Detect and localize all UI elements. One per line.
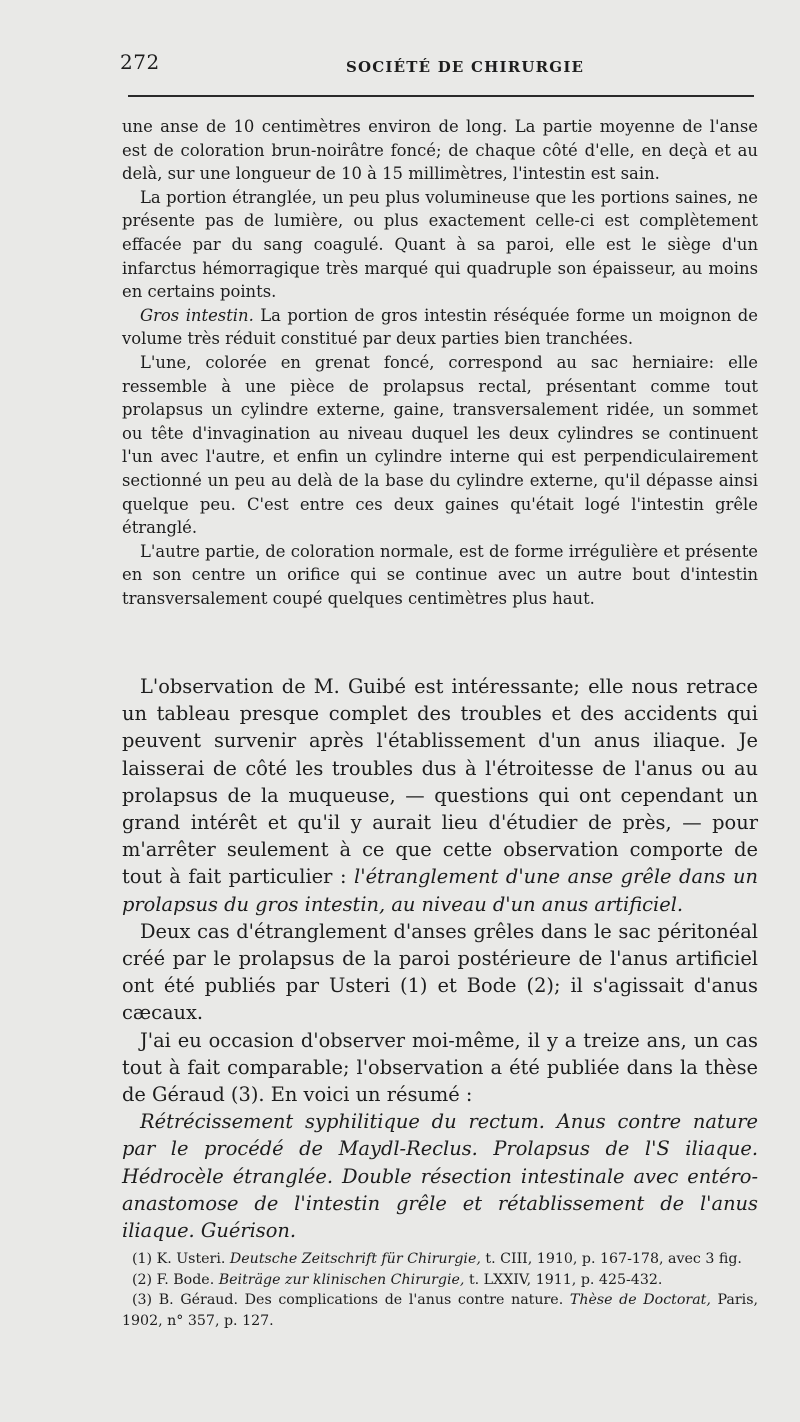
footnote-detail: Paris, 1902, n° 357, p. 127. [122, 1292, 758, 1329]
header-rule [128, 95, 754, 97]
paragraph: L'autre partie, de coloration normale, est de forme irrégulière et présente en son centre un orifice qui se continue avec un autre bout d'intestin transversalement coupé quelques centimètres plus haut. [122, 541, 758, 608]
footnote [122, 1290, 758, 1331]
footnote-title: Beiträge zur klinischen Chirurgie, [218, 1271, 465, 1288]
footnote-ref: (3) B. Géraud. Des complications de l'anus contre nature. [132, 1292, 570, 1308]
page-number: 272 [120, 50, 160, 74]
paragraph: Deux cas d'étranglement d'anses grêles dans le sac péritonéal créé par le prolapsus de la paroi postérieure de l'anus artificiel ont été publiés par Usteri (1) et Bode (2); il s'agissait d'anus cæcaux. [122, 919, 758, 1025]
footnote-detail: t. LXXIV, 1911, p. 425-432. [464, 1271, 663, 1288]
footnote-ref: (2) F. Bode. [132, 1271, 219, 1288]
paragraph [122, 673, 758, 918]
footnote [122, 1270, 758, 1291]
footnote-ref: (1) K. Usteri. [132, 1251, 230, 1267]
footnote [122, 1249, 758, 1270]
paragraph [122, 304, 758, 351]
commentary-text [122, 673, 758, 1244]
paragraph-text: La portion de gros intestin réséquée forme un moignon de volume très réduit constitué par deux parties bien tranchées. [122, 305, 758, 349]
footnotes [122, 1249, 758, 1331]
case-summary: Rétrécissement syphilitique du rectum. Anus contre nature par le procédé de Maydl-Reclus. Prolapsus de l'S iliaque. Hédrocèle étranglée. Double résection intestinale avec entéro-anastomose de l'intestin grêle et rétablissement de l'anus iliaque. Guérison. [122, 1110, 758, 1243]
running-title: SOCIÉTÉ DE CHIRURGIE [346, 58, 585, 76]
footnote-detail: t. CIII, 1910, p. 167-178, avec 3 fig. [480, 1251, 742, 1267]
paragraph: La portion étranglée, un peu plus volumineuse que les portions saines, ne présente pas de lumière, ou plus exactement celle-ci est complètement effacée par du sang coagulé. Quant à sa paroi, elle est le siège d'un infarctus hémorragique très marqué qui quadruple son épaisseur, au moins en certains points. [122, 187, 758, 302]
paragraph: J'ai eu occasion d'observer moi-même, il y a treize ans, un cas tout à fait comparable; l'observation a été publiée dans la thèse de Géraud (3). En voici un résumé : [122, 1028, 758, 1107]
observation-text [122, 115, 758, 610]
italic-phrase: l'étranglement d'une anse grêle dans un prolapsus du gros intestin, au niveau d'un anus artificiel. [122, 865, 758, 916]
paragraph: une anse de 10 centimètres environ de long. La partie moyenne de l'anse est de coloration brun-noirâtre foncé; de chaque côté d'elle, en deçà et au delà, sur une longueur de 10 à 15 millimètres, l'intestin est sain. [122, 117, 758, 184]
paragraph-text: L'observation de M. Guibé est intéressante; elle nous retrace un tableau presque complet des troubles et des accidents qui peuvent survenir après l'établissement d'un anus iliaque. Je laisserai de côté les troubles dus à l'étroitesse de l'anus ou au prolapsus de la muqueuse, — questions qui ont cependant un grand intérêt et qu'il y aurait lieu d'étudier de près, — pour m'arrêter seulement à ce que cette observation comporte de tout à fait particulier : [122, 675, 758, 889]
italic-heading: Gros intestin. [140, 305, 254, 325]
paragraph: L'une, colorée en grenat foncé, correspond au sac herniaire: elle ressemble à une pièce de prolapsus rectal, présentant comme tout prolapsus un cylindre externe, gaine, transversalement ridée, un sommet ou tête d'invagination au niveau duquel les deux cylindres se continuent l'un avec l'autre, et enfin un cylindre interne qui est perpendiculairement sectionné un peu au delà de la base du cylindre externe, qu'il dépasse ainsi quelque peu. C'est entre ces deux gaines qu'était logé l'intestin grêle étranglé. [122, 352, 758, 538]
page-header [108, 40, 756, 80]
footnote-title: Thèse de Doctorat, [569, 1292, 711, 1308]
footnote-title: Deutsche Zeitschrift für Chirurgie, [229, 1251, 481, 1267]
